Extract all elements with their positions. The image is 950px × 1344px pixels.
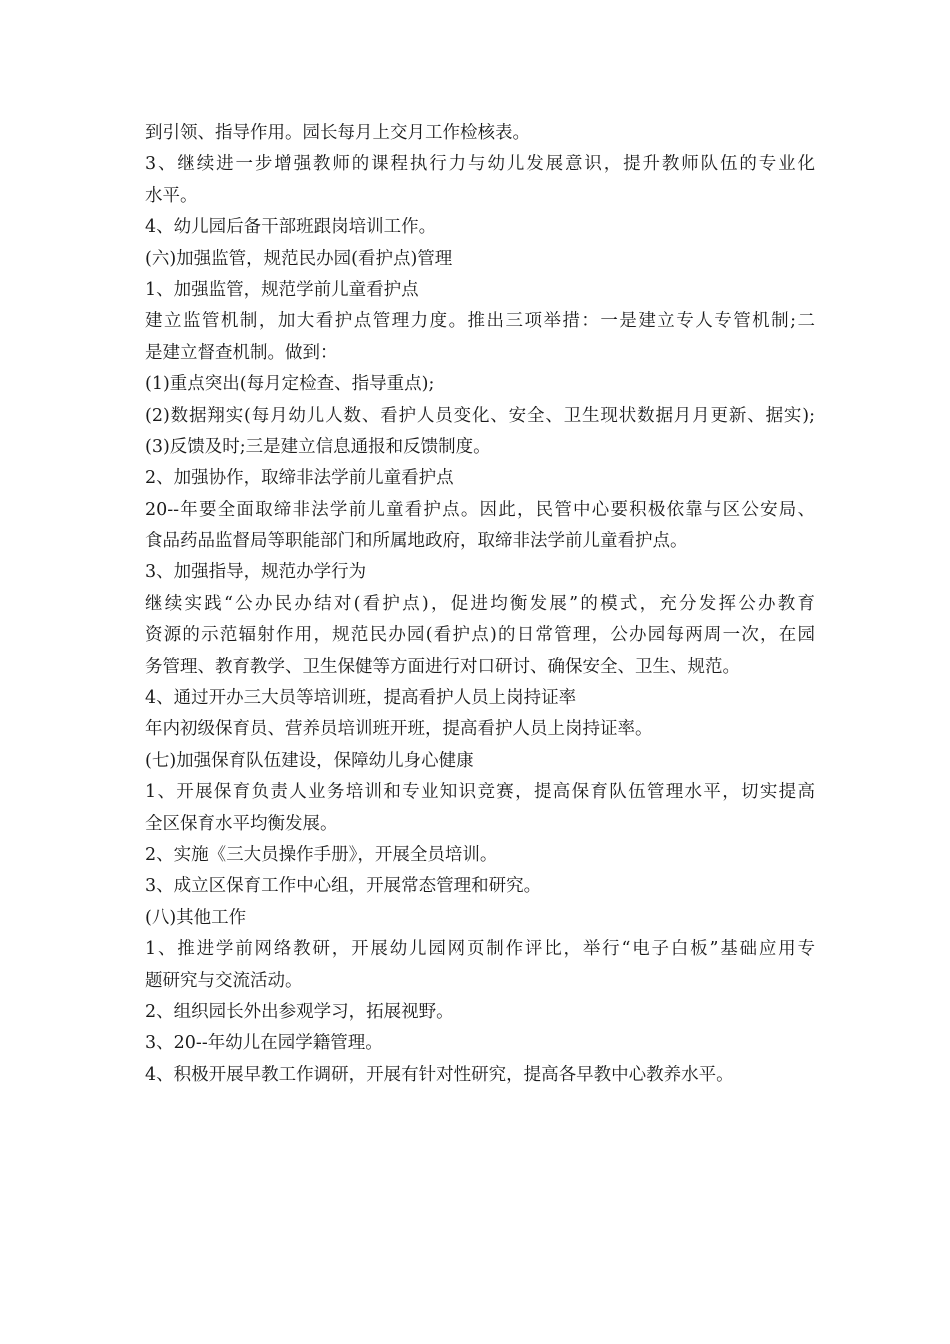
text-line: (2)数据翔实(每月幼儿人数、看护人员变化、安全、卫生现状数据月月更新、据实); bbox=[145, 405, 815, 426]
text-line: 1、推进学前网络教研，开展幼儿园网页制作评比，举行“电子白板”基础应用专 bbox=[145, 939, 815, 960]
text-line: (六)加强监管，规范民办园(看护点)管理 bbox=[145, 248, 453, 269]
text-line: 4、通过开办三大员等培训班，提高看护人员上岗持证率 bbox=[145, 688, 577, 709]
text-line: 3、20--年幼儿在园学籍管理。 bbox=[145, 1033, 383, 1054]
text-line: 务管理、教育教学、卫生保健等方面进行对口研讨、确保安全、卫生、规范。 bbox=[145, 656, 740, 677]
text-line: 2、加强协作，取缔非法学前儿童看护点 bbox=[145, 468, 454, 489]
text-line: 继续实践“公办民办结对(看护点)，促进均衡发展”的模式，充分发挥公办教育 bbox=[145, 593, 815, 614]
text-line: 资源的示范辐射作用，规范民办园(看护点)的日常管理，公办园每两周一次，在园 bbox=[145, 625, 815, 646]
text-line: 3、继续进一步增强教师的课程执行力与幼儿发展意识，提升教师队伍的专业化 bbox=[145, 154, 815, 175]
text-line: 3、加强指导，规范办学行为 bbox=[145, 562, 367, 583]
text-line: 1、开展保育负责人业务培训和专业知识竞赛，提高保育队伍管理水平，切实提高 bbox=[145, 782, 815, 803]
text-line: 水平。 bbox=[145, 185, 198, 206]
text-line: (1)重点突出(每月定检查、指导重点); bbox=[145, 374, 435, 395]
text-line: (八)其他工作 bbox=[145, 907, 247, 928]
text-line: 2、组织园长外出参观学习，拓展视野。 bbox=[145, 1001, 454, 1022]
text-line: 到引领、指导作用。园长每月上交月工作检核表。 bbox=[145, 123, 530, 143]
text-line: 题研究与交流活动。 bbox=[145, 970, 303, 991]
text-line: 20--年要全面取缔非法学前儿童看护点。因此，民管中心要积极依靠与区公安局、 bbox=[145, 499, 815, 520]
text-line: 4、积极开展早教工作调研，开展有针对性研究，提高各早教中心教养水平。 bbox=[145, 1064, 734, 1085]
text-line: 全区保育水平均衡发展。 bbox=[145, 813, 338, 834]
text-line: 4、幼儿园后备干部班跟岗培训工作。 bbox=[145, 217, 437, 238]
text-line: (3)反馈及时;三是建立信息通报和反馈制度。 bbox=[145, 436, 491, 457]
text-line: 食品药品监督局等职能部门和所属地政府，取缔非法学前儿童看护点。 bbox=[145, 531, 688, 552]
text-line: 年内初级保育员、营养员培训班开班，提高看护人员上岗持证率。 bbox=[145, 719, 653, 740]
text-line: 1、加强监管，规范学前儿童看护点 bbox=[145, 279, 419, 300]
document-body bbox=[145, 118, 815, 1091]
text-line: (七)加强保育队伍建设，保障幼儿身心健康 bbox=[145, 750, 474, 771]
text-line: 是建立督查机制。做到： bbox=[145, 342, 338, 363]
text-line: 2、实施《三大员操作手册》，开展全员培训。 bbox=[145, 844, 498, 865]
text-line: 建立监管机制，加大看护点管理力度。推出三项举措：一是建立专人专管机制;二 bbox=[145, 311, 815, 332]
text-line: 3、成立区保育工作中心组，开展常态管理和研究。 bbox=[145, 876, 542, 897]
